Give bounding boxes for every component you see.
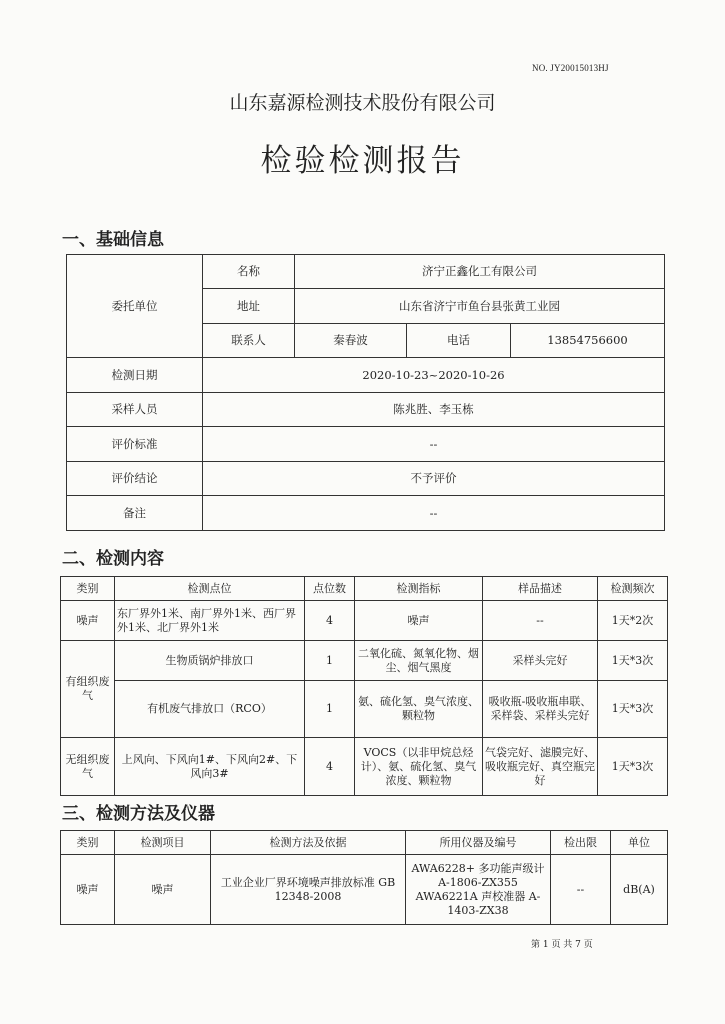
- methods-table: [60, 830, 668, 925]
- header-point: 检测点位: [115, 577, 305, 601]
- row-frequency: 1天*3次: [598, 641, 668, 681]
- company-name: 山东嘉源检测技术股份有限公司: [229, 92, 496, 114]
- header-index: 检测指标: [355, 577, 483, 601]
- row-count: 1: [305, 641, 355, 681]
- name-label: 名称: [203, 255, 295, 289]
- row-frequency: 1天*3次: [598, 738, 668, 796]
- row-category: 有组织废气: [61, 641, 115, 738]
- test-content-table: [60, 576, 668, 796]
- row-point: 东厂界外1米、南厂界外1米、西厂界外1米、北厂界外1米: [115, 601, 305, 641]
- conclusion-value: 不予评价: [203, 462, 665, 496]
- remark-label: 备注: [67, 496, 203, 531]
- row-instrument: AWA6228+ 多功能声级计 A-1806-ZX355 AWA6221A 声校准器 A-1403-ZX38: [406, 855, 551, 925]
- header-category: 类别: [61, 577, 115, 601]
- row-index: 二氧化硫、氮氧化物、烟尘、烟气黑度: [355, 641, 483, 681]
- header-limit: 检出限: [551, 831, 611, 855]
- row-category: 噪声: [61, 601, 115, 641]
- row-unit: dB(A): [611, 855, 668, 925]
- basic-info-table: [66, 254, 665, 531]
- row-index: 噪声: [355, 601, 483, 641]
- sampler-label: 采样人员: [67, 393, 203, 427]
- conclusion-label: 评价结论: [67, 462, 203, 496]
- header-instrument: 所用仪器及编号: [406, 831, 551, 855]
- row-description: 采样头完好: [483, 641, 598, 681]
- row-count: 1: [305, 681, 355, 738]
- row-frequency: 1天*2次: [598, 601, 668, 641]
- row-item: 噪声: [115, 855, 211, 925]
- row-description: 吸收瓶-吸收瓶串联、采样袋、采样头完好: [483, 681, 598, 738]
- row-description: --: [483, 601, 598, 641]
- section-heading-methods: 三、检测方法及仪器: [62, 804, 215, 824]
- row-limit: --: [551, 855, 611, 925]
- client-label: 委托单位: [67, 255, 203, 358]
- standard-label: 评价标准: [67, 427, 203, 462]
- standard-value: --: [203, 427, 665, 462]
- header-category: 类别: [61, 831, 115, 855]
- row-category: 噪声: [61, 855, 115, 925]
- date-label: 检测日期: [67, 358, 203, 393]
- section-heading-basic-info: 一、基础信息: [62, 230, 164, 250]
- row-category: 无组织废气: [61, 738, 115, 796]
- row-description: 气袋完好、滤膜完好、吸收瓶完好、真空瓶完好: [483, 738, 598, 796]
- header-unit: 单位: [611, 831, 668, 855]
- report-title: 检验检测报告: [260, 143, 465, 179]
- row-index: 氨、硫化氢、臭气浓度、颗粒物: [355, 681, 483, 738]
- sampler-value: 陈兆胜、李玉栋: [203, 393, 665, 427]
- row-count: 4: [305, 738, 355, 796]
- header-count: 点位数: [305, 577, 355, 601]
- address-value: 山东省济宁市鱼台县张黄工业园: [295, 289, 665, 324]
- header-method: 检测方法及依据: [211, 831, 406, 855]
- row-method: 工业企业厂界环境噪声排放标准 GB 12348-2008: [211, 855, 406, 925]
- date-value: 2020-10-23~2020-10-26: [203, 358, 665, 393]
- section-heading-test-content: 二、检测内容: [62, 549, 164, 569]
- row-frequency: 1天*3次: [598, 681, 668, 738]
- row-point: 有机废气排放口（RCO）: [115, 681, 305, 738]
- contact-label: 联系人: [203, 324, 295, 358]
- contact-value: 秦春波: [295, 324, 407, 358]
- header-item: 检测项目: [115, 831, 211, 855]
- row-point: 生物质锅炉排放口: [115, 641, 305, 681]
- report-number: NO. JY20015013HJ: [532, 63, 609, 73]
- header-description: 样品描述: [483, 577, 598, 601]
- row-point: 上风向、下风向1#、下风向2#、下风向3#: [115, 738, 305, 796]
- page-number: 第 1 页 共 7 页: [531, 940, 593, 950]
- phone-label: 电话: [407, 324, 511, 358]
- address-label: 地址: [203, 289, 295, 324]
- row-index: VOCS（以非甲烷总烃计）、氨、硫化氢、臭气浓度、颗粒物: [355, 738, 483, 796]
- phone-value: 13854756600: [511, 324, 665, 358]
- remark-value: --: [203, 496, 665, 531]
- header-frequency: 检测频次: [598, 577, 668, 601]
- name-value: 济宁正鑫化工有限公司: [295, 255, 665, 289]
- row-count: 4: [305, 601, 355, 641]
